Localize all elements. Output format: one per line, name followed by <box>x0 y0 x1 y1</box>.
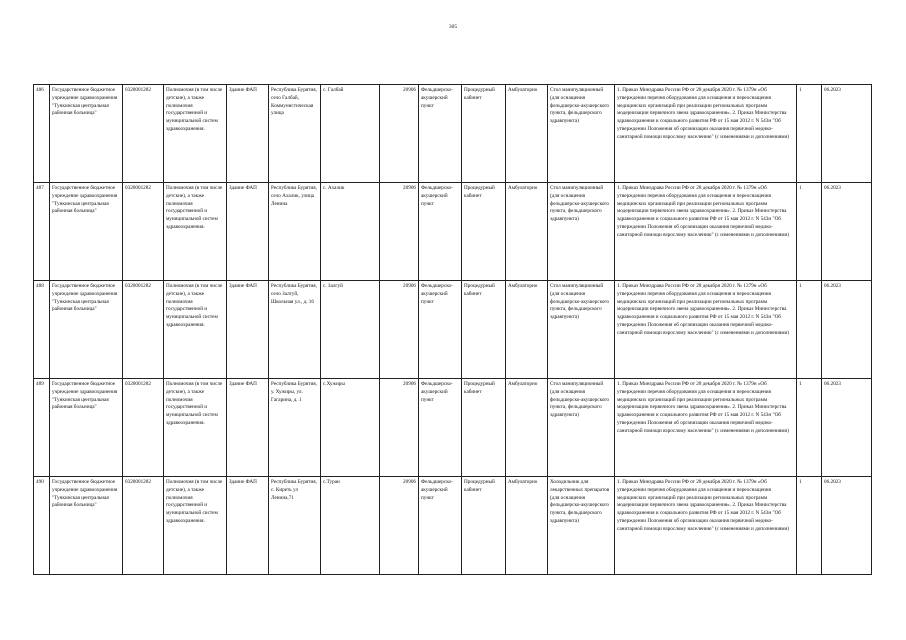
code-cell: 20906 <box>380 85 419 183</box>
settlement-cell: с. Ахалик <box>321 183 380 281</box>
ogrn-cell: 0320001282 <box>123 281 164 379</box>
care-type-cell: Амбулаторно <box>506 183 548 281</box>
table-row <box>34 85 872 183</box>
settlement-cell: с.Туран <box>321 477 380 575</box>
row-number-cell: 487 <box>34 183 50 281</box>
organization-cell: Государственное бюджетное учреждение здравоохранения "Тункинская центральная районная больница" <box>50 379 123 477</box>
table-row <box>34 183 872 281</box>
table-row <box>34 379 872 477</box>
building-cell: Здание ФАП <box>227 281 269 379</box>
ogrn-cell: 0320001282 <box>123 379 164 477</box>
unit-cell: Фельдшерско-акушерский пункт <box>419 85 462 183</box>
date-cell: 06.2023 <box>822 477 872 575</box>
date-cell: 06.2023 <box>822 379 872 477</box>
legal-basis-cell: 1. Приказ Минздрава России РФ от 28 декабря 2020 г. № 1379н «Об утверждении перечня оборудования для оснащения и переоснащения медицинских организаций при реализации региональных программ модернизации первичного звена здравоохранения». 2. Приказ Министерства здравоохранения и социального развития РФ от 15 мая 2012 г. N 543н "Об утверждении Положения об организации оказания первичной медико-санитарной помощи взрослому населению" (с изменениями и дополнениями) <box>615 379 797 477</box>
care-type-cell: Амбулаторно <box>506 477 548 575</box>
equipment-register-table <box>33 84 872 575</box>
ogrn-cell: 0320001282 <box>123 477 164 575</box>
equipment-cell: Стол манипуляционный (для оснащения фельдшерско-акушерского пункта, фельдшерского здравпункта) <box>548 281 615 379</box>
code-cell: 20906 <box>380 281 419 379</box>
code-cell: 20906 <box>380 183 419 281</box>
ogrn-cell: 0320001282 <box>123 85 164 183</box>
quantity-cell: 1 <box>797 281 822 379</box>
settlement-cell: с. Галбай <box>321 85 380 183</box>
date-cell: 06.2023 <box>822 85 872 183</box>
building-cell: Здание ФАП <box>227 477 269 575</box>
equipment-cell: Стол манипуляционный (для оснащения фельдшерско-акушерского пункта, фельдшерского здравпункта) <box>548 85 615 183</box>
date-cell: 06.2023 <box>822 183 872 281</box>
address-cell: Республика Бурятия, село Ахалик, улица Ленина <box>269 183 321 281</box>
building-cell: Здание ФАП <box>227 85 269 183</box>
organization-cell: Государственное бюджетное учреждение здравоохранения "Тункинская центральная районная больница" <box>50 183 123 281</box>
legal-basis-cell: 1. Приказ Минздрава России РФ от 28 декабря 2020 г. № 1379н «Об утверждении перечня оборудования для оснащения и переоснащения медицинских организаций при реализации региональных программ модернизации первичного звена здравоохранения». 2. Приказ Министерства здравоохранения и социального развития РФ от 15 мая 2012 г. N 543н "Об утверждении Положения об организации оказания первичной медико-санитарной помощи взрослому населению" (с изменениями и дополнениями) <box>615 85 797 183</box>
code-cell: 20906 <box>380 477 419 575</box>
powers-cell: Полномочия (в том числе детские), а также полномочия государственной и муниципальной систем здравоохранения. <box>164 85 227 183</box>
equipment-cell: Холодильник для лекарственных препаратов (для оснащения фельдшерско-акушерского пункта, фельдшерского здравпункта) <box>548 477 615 575</box>
address-cell: Республика Бурятия, у. Хужиры, ул. Гагарина, д. 1 <box>269 379 321 477</box>
legal-basis-cell: 1. Приказ Минздрава России РФ от 28 декабря 2020 г. № 1379н «Об утверждении перечня оборудования для оснащения и переоснащения медицинских организаций при реализации региональных программ модернизации первичного звена здравоохранения». 2. Приказ Министерства здравоохранения и социального развития РФ от 15 мая 2012 г. N 543н "Об утверждении Положения об организации оказания первичной медико-санитарной помощи взрослому населению" (с изменениями и дополнениями) <box>615 183 797 281</box>
powers-cell: Полномочия (в том числе детские), а также полномочия государственной и муниципальной систем здравоохранения. <box>164 281 227 379</box>
settlement-cell: с.Хужиры <box>321 379 380 477</box>
powers-cell: Полномочия (в том числе детские), а также полномочия государственной и муниципальной систем здравоохранения. <box>164 183 227 281</box>
page-number: 305 <box>448 24 458 30</box>
quantity-cell: 1 <box>797 85 822 183</box>
ogrn-cell: 0320001282 <box>123 183 164 281</box>
unit-cell: Фельдшерско-акушерский пункт <box>419 379 462 477</box>
quantity-cell: 1 <box>797 379 822 477</box>
date-cell: 06.2023 <box>822 281 872 379</box>
unit-cell: Фельдшерско-акушерский пункт <box>419 281 462 379</box>
room-cell: Процедурный кабинет <box>462 85 506 183</box>
row-number-cell: 489 <box>34 379 50 477</box>
unit-cell: Фельдшерско-акушерский пункт <box>419 477 462 575</box>
unit-cell: Фельдшерско-акушерский пункт <box>419 183 462 281</box>
row-number-cell: 488 <box>34 281 50 379</box>
equipment-cell: Стол манипуляционный (для оснащения фельдшерско-акушерского пункта, фельдшерского здравпункта) <box>548 183 615 281</box>
room-cell: Процедурный кабинет <box>462 281 506 379</box>
powers-cell: Полномочия (в том числе детские), а также полномочия государственной и муниципальной систем здравоохранения. <box>164 379 227 477</box>
equipment-cell: Стол манипуляционный (для оснащения фельдшерско-акушерского пункта, фельдшерского здравпункта) <box>548 379 615 477</box>
address-cell: Республика Бурятия, село Галбай, Коммунистическая улица <box>269 85 321 183</box>
address-cell: Республика Бурятия, село Залгуй, Школьная ул., д. 16 <box>269 281 321 379</box>
building-cell: Здание ФАП <box>227 379 269 477</box>
room-cell: Процедурный кабинет <box>462 477 506 575</box>
settlement-cell: с. Залгуй <box>321 281 380 379</box>
room-cell: Процедурный кабинет <box>462 379 506 477</box>
quantity-cell: 1 <box>797 477 822 575</box>
organization-cell: Государственное бюджетное учреждение здравоохранения "Тункинская центральная районная больница" <box>50 477 123 575</box>
code-cell: 20906 <box>380 379 419 477</box>
quantity-cell: 1 <box>797 183 822 281</box>
legal-basis-cell: 1. Приказ Минздрава России РФ от 28 декабря 2020 г. № 1379н «Об утверждении перечня оборудования для оснащения и переоснащения медицинских организаций при реализации региональных программ модернизации первичного звена здравоохранения». 2. Приказ Министерства здравоохранения и социального развития РФ от 15 мая 2012 г. N 543н "Об утверждении Положения об организации оказания первичной медико-санитарной помощи взрослому населению" (с изменениями и дополнениями) <box>615 477 797 575</box>
table-row <box>34 281 872 379</box>
row-number-cell: 490 <box>34 477 50 575</box>
care-type-cell: Амбулаторно <box>506 85 548 183</box>
table-row <box>34 477 872 575</box>
address-cell: Республика Бурятия, с. Киреть ул Ленина,71 <box>269 477 321 575</box>
room-cell: Процедурный кабинет <box>462 183 506 281</box>
powers-cell: Полномочия (в том числе детские), а также полномочия государственной и муниципальной систем здравоохранения. <box>164 477 227 575</box>
care-type-cell: Амбулаторно <box>506 281 548 379</box>
organization-cell: Государственное бюджетное учреждение здравоохранения "Тункинская центральная районная больница" <box>50 281 123 379</box>
care-type-cell: Амбулаторно <box>506 379 548 477</box>
row-number-cell: 486 <box>34 85 50 183</box>
organization-cell: Государственное бюджетное учреждение здравоохранения "Тункинская центральная районная больница" <box>50 85 123 183</box>
building-cell: Здание ФАП <box>227 183 269 281</box>
legal-basis-cell: 1. Приказ Минздрава России РФ от 28 декабря 2020 г. № 1379н «Об утверждении перечня оборудования для оснащения и переоснащения медицинских организаций при реализации региональных программ модернизации первичного звена здравоохранения». 2. Приказ Министерства здравоохранения и социального развития РФ от 15 мая 2012 г. N 543н "Об утверждении Положения об организации оказания первичной медико-санитарной помощи взрослому населению" (с изменениями и дополнениями) <box>615 281 797 379</box>
